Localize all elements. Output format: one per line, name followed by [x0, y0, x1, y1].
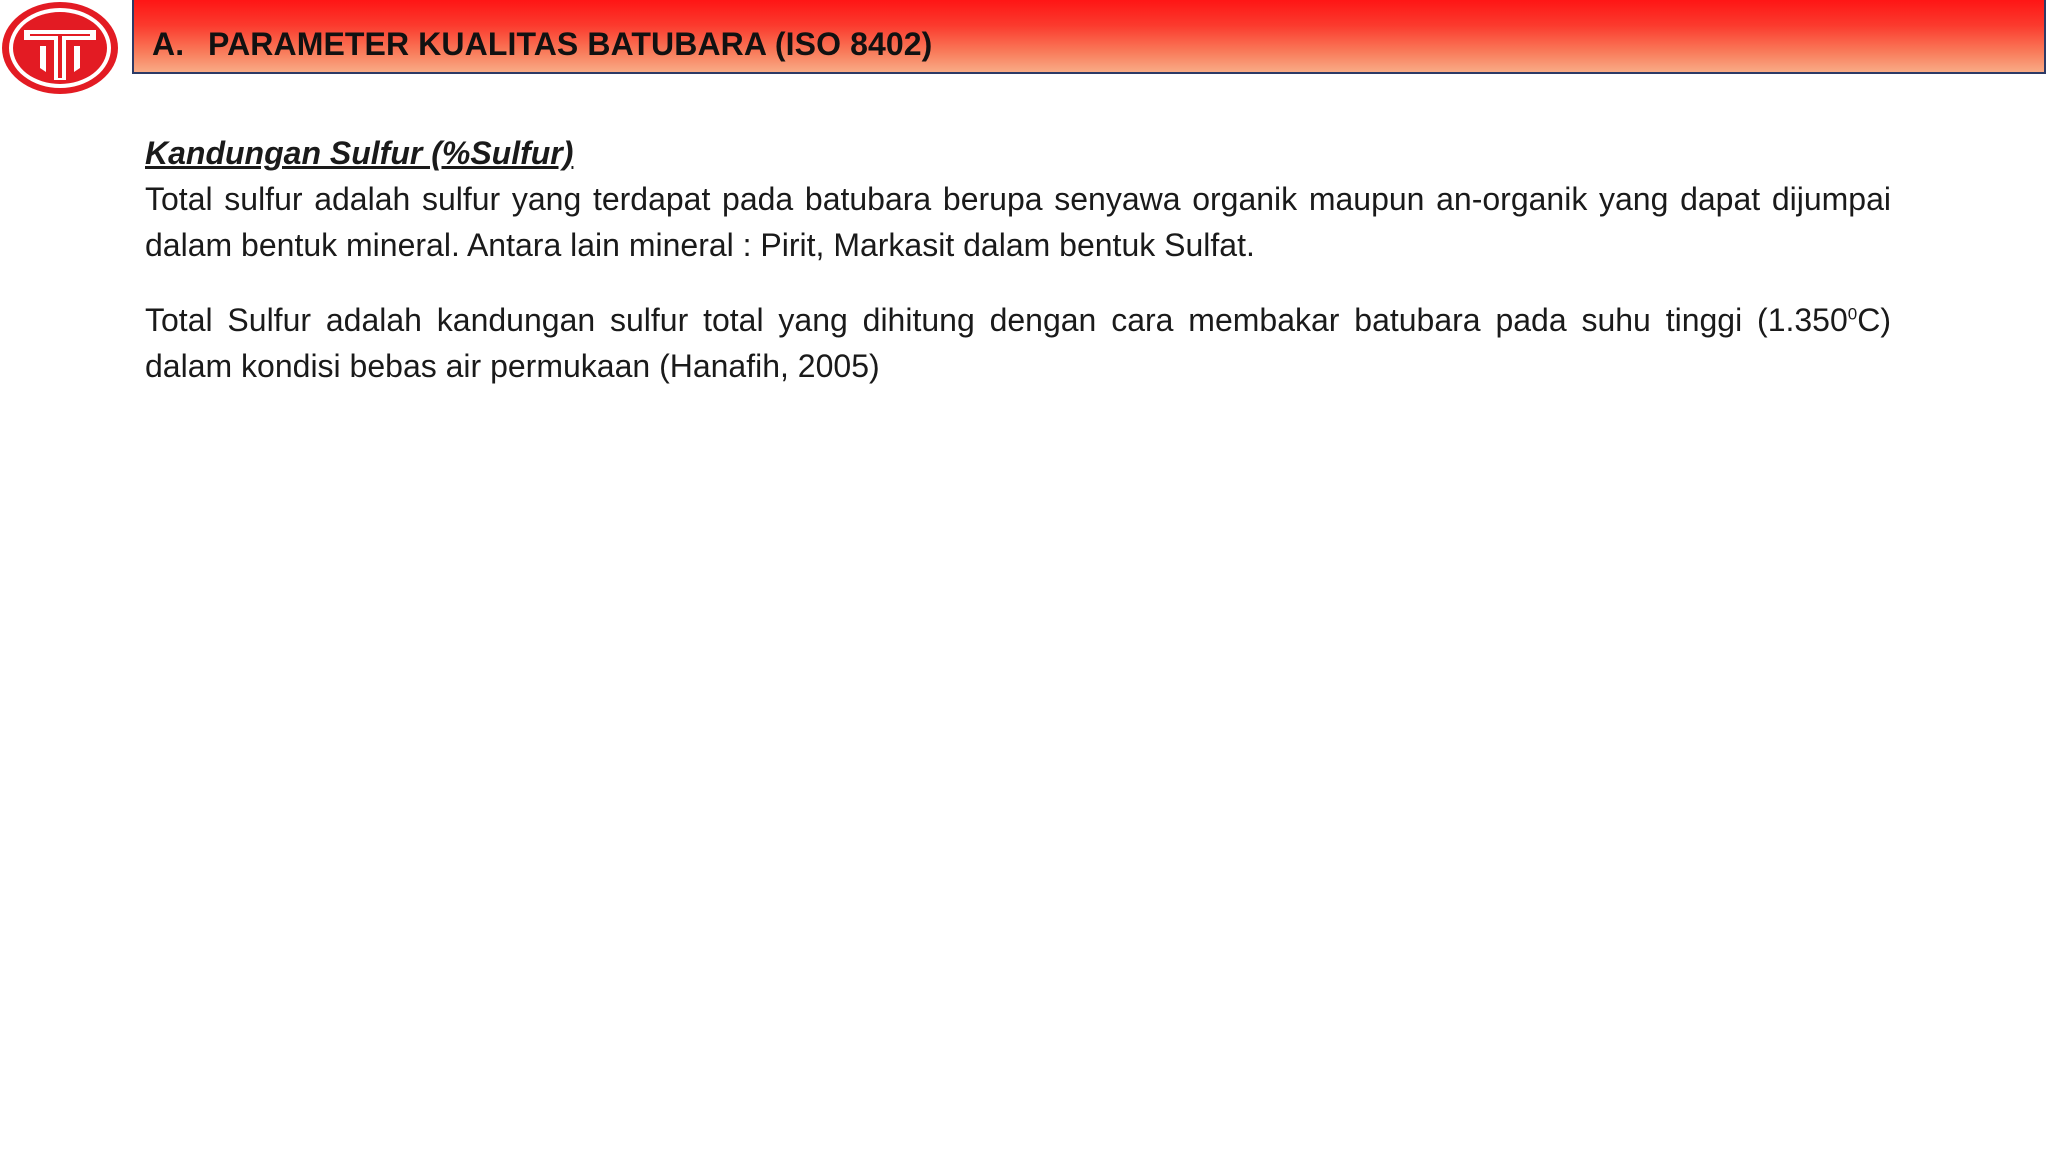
title-label: PARAMETER KUALITAS BATUBARA (ISO 8402): [208, 26, 933, 62]
slide-title: [152, 26, 932, 63]
content-area: [145, 130, 1891, 389]
subheading: Kandungan Sulfur (%Sulfur): [145, 135, 574, 171]
t-emblem-logo-icon: [0, 0, 124, 98]
paragraph-2-after: C) dalam kondisi bebas air permukaan (Hanafih, 2005): [145, 302, 1891, 384]
title-bar: [132, 0, 2046, 74]
paragraph-2: [145, 297, 1891, 389]
paragraph-2-before: Total Sulfur adalah kandungan sulfur total yang dihitung dengan cara membakar batubara pada suhu tinggi (1.350: [145, 302, 1848, 338]
title-letter: A.: [152, 26, 185, 62]
degree-superscript: 0: [1847, 304, 1858, 324]
paragraph-1: Total sulfur adalah sulfur yang terdapat pada batubara berupa senyawa organik maupun an-organik yang dapat dijumpai dalam bentuk mineral. Antara lain mineral : Pirit, Markasit dalam bentuk Sulfat.: [145, 181, 1891, 263]
